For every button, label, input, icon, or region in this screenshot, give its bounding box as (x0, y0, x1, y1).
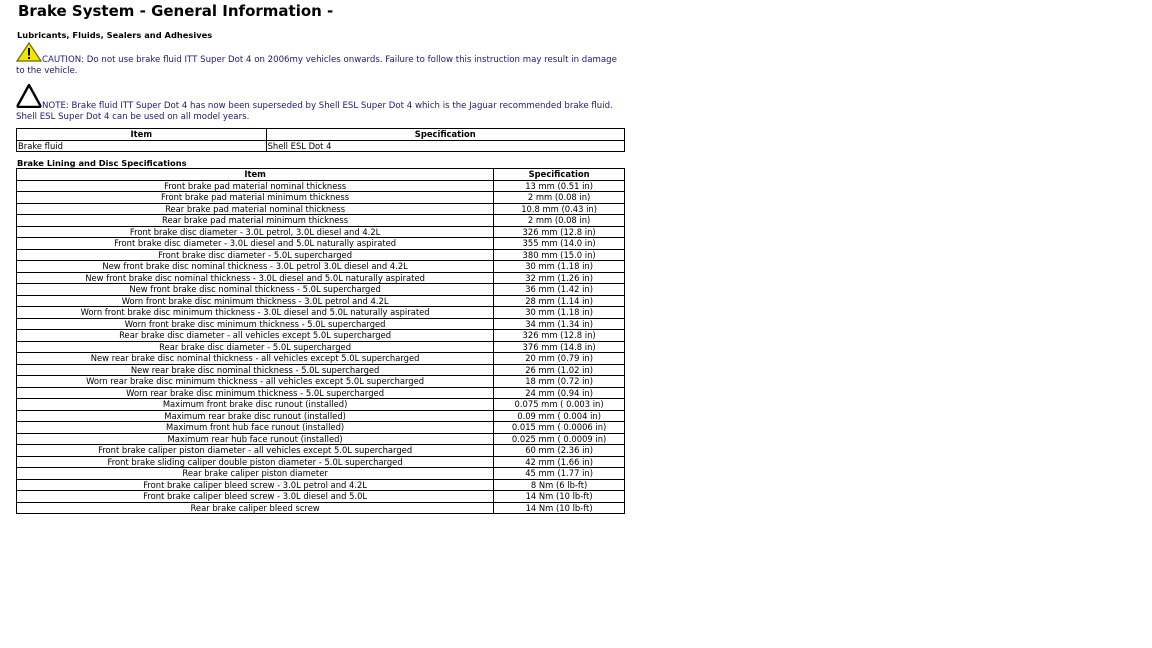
table-row (17, 399, 625, 411)
specification-cell: 34 mm (1.34 in) (494, 318, 625, 330)
table-row (17, 353, 625, 365)
item-cell: Maximum front hub face runout (installed) (17, 422, 494, 434)
note-triangle-icon (16, 83, 42, 112)
specification-cell: 376 mm (14.8 in) (494, 341, 625, 353)
item-cell: Front brake disc diameter - 3.0L diesel and 5.0L naturally aspirated (17, 238, 494, 250)
table-row (17, 318, 625, 330)
item-cell: Rear brake disc diameter - 5.0L supercharged (17, 341, 494, 353)
note-text: NOTE: Brake fluid ITT Super Dot 4 has now been superseded by Shell ESL Super Dot 4 which is the Jaguar recommended brake fluid. Shell ESL Super Dot 4 can be used on all model years. (16, 101, 613, 122)
table-row (17, 180, 625, 192)
item-cell: Rear brake pad material nominal thickness (17, 203, 494, 215)
caution-triangle-icon (16, 42, 42, 66)
item-cell: Rear brake caliper bleed screw (17, 502, 494, 514)
specification-cell: 2 mm (0.08 in) (494, 215, 625, 227)
item-cell: Front brake sliding caliper double piston diameter - 5.0L supercharged (17, 456, 494, 468)
table-row (17, 215, 625, 227)
item-cell: New rear brake disc nominal thickness - all vehicles except 5.0L supercharged (17, 353, 494, 365)
specification-cell: 42 mm (1.66 in) (494, 456, 625, 468)
specification-cell: 0.015 mm ( 0.0006 in) (494, 422, 625, 434)
specification-cell: 355 mm (14.0 in) (494, 238, 625, 250)
item-cell: Front brake pad material minimum thickness (17, 192, 494, 204)
specification-cell: 326 mm (12.8 in) (494, 226, 625, 238)
item-cell: Rear brake pad material minimum thickness (17, 215, 494, 227)
lining-section-heading: Brake Lining and Disc Specifications (17, 158, 187, 168)
specification-cell: 0.09 mm ( 0.004 in) (494, 410, 625, 422)
item-cell: Maximum front brake disc runout (installed) (17, 399, 494, 411)
item-cell: Brake fluid (17, 140, 267, 152)
table-row (17, 456, 625, 468)
table-row (17, 330, 625, 342)
table-row (17, 364, 625, 376)
item-cell: Rear brake disc diameter - all vehicles except 5.0L supercharged (17, 330, 494, 342)
table-row (17, 284, 625, 296)
item-cell: New rear brake disc nominal thickness - 5.0L supercharged (17, 364, 494, 376)
table-row (17, 502, 625, 514)
table-row (17, 410, 625, 422)
table-row (17, 479, 625, 491)
specification-cell: 380 mm (15.0 in) (494, 249, 625, 261)
item-cell: Maximum rear brake disc runout (installed) (17, 410, 494, 422)
item-cell: Worn front brake disc minimum thickness - 3.0L petrol and 4.2L (17, 295, 494, 307)
specification-column-header: Specification (266, 129, 624, 141)
table-row (17, 307, 625, 319)
specification-cell: 14 Nm (10 lb-ft) (494, 491, 625, 503)
table-row (17, 491, 625, 503)
item-cell: Front brake disc diameter - 5.0L supercharged (17, 249, 494, 261)
item-cell: Front brake caliper bleed screw - 3.0L petrol and 4.2L (17, 479, 494, 491)
item-cell: Worn rear brake disc minimum thickness - 5.0L supercharged (17, 387, 494, 399)
specification-cell: 26 mm (1.02 in) (494, 364, 625, 376)
table-row (17, 295, 625, 307)
specification-cell: 30 mm (1.18 in) (494, 307, 625, 319)
item-cell: Worn rear brake disc minimum thickness - all vehicles except 5.0L supercharged (17, 376, 494, 388)
table-row (17, 341, 625, 353)
specification-cell: 32 mm (1.26 in) (494, 272, 625, 284)
table-row (17, 445, 625, 457)
lining-disc-table (16, 168, 625, 514)
specification-cell: 20 mm (0.79 in) (494, 353, 625, 365)
item-cell: Front brake caliper piston diameter - all vehicles except 5.0L supercharged (17, 445, 494, 457)
specification-cell: 14 Nm (10 lb-ft) (494, 502, 625, 514)
specification-cell: Shell ESL Dot 4 (266, 140, 624, 152)
specification-cell: 8 Nm (6 lb-ft) (494, 479, 625, 491)
table-row (17, 192, 625, 204)
table-row (17, 387, 625, 399)
specification-cell: 36 mm (1.42 in) (494, 284, 625, 296)
specification-cell: 13 mm (0.51 in) (494, 180, 625, 192)
item-cell: New front brake disc nominal thickness - 5.0L supercharged (17, 284, 494, 296)
table-row (17, 140, 625, 152)
fluids-section-heading: Lubricants, Fluids, Sealers and Adhesives (17, 30, 213, 40)
item-cell: Worn front brake disc minimum thickness - 5.0L supercharged (17, 318, 494, 330)
specification-cell: 10.8 mm (0.43 in) (494, 203, 625, 215)
item-cell: Maximum rear hub face runout (installed) (17, 433, 494, 445)
specification-cell: 45 mm (1.77 in) (494, 468, 625, 480)
item-cell: Front brake caliper bleed screw - 3.0L diesel and 5.0L (17, 491, 494, 503)
table-row (17, 203, 625, 215)
specification-cell: 28 mm (1.14 in) (494, 295, 625, 307)
specification-cell: 2 mm (0.08 in) (494, 192, 625, 204)
specification-column-header: Specification (494, 169, 625, 181)
specification-cell: 0.075 mm ( 0.003 in) (494, 399, 625, 411)
item-cell: Front brake pad material nominal thickness (17, 180, 494, 192)
item-cell: Front brake disc diameter - 3.0L petrol, 3.0L diesel and 4.2L (17, 226, 494, 238)
table-row (17, 261, 625, 273)
table-header-row (17, 129, 625, 141)
item-cell: New front brake disc nominal thickness - 3.0L petrol 3.0L diesel and 4.2L (17, 261, 494, 273)
item-column-header: Item (17, 129, 267, 141)
table-row (17, 272, 625, 284)
caution-text: CAUTION: Do not use brake fluid ITT Super Dot 4 on 2006my vehicles onwards. Failure to follow this instruction may result in damage to the vehicle. (16, 55, 617, 76)
specification-cell: 0.025 mm ( 0.0009 in) (494, 433, 625, 445)
item-cell: Rear brake caliper piston diameter (17, 468, 494, 480)
specification-cell: 18 mm (0.72 in) (494, 376, 625, 388)
table-row (17, 249, 625, 261)
fluids-table (16, 128, 625, 152)
table-row (17, 226, 625, 238)
table-row (17, 422, 625, 434)
caution-notice (16, 42, 626, 77)
item-cell: Worn front brake disc minimum thickness - 3.0L diesel and 5.0L naturally aspirated (17, 307, 494, 319)
page-title: Brake System - General Information - (18, 2, 334, 20)
table-header-row (17, 169, 625, 181)
note-notice (16, 83, 626, 123)
item-column-header: Item (17, 169, 494, 181)
specification-cell: 326 mm (12.8 in) (494, 330, 625, 342)
table-row (17, 376, 625, 388)
specification-cell: 30 mm (1.18 in) (494, 261, 625, 273)
table-row (17, 238, 625, 250)
item-cell: New front brake disc nominal thickness - 3.0L diesel and 5.0L naturally aspirated (17, 272, 494, 284)
table-row (17, 468, 625, 480)
specification-cell: 24 mm (0.94 in) (494, 387, 625, 399)
specification-cell: 60 mm (2.36 in) (494, 445, 625, 457)
table-row (17, 433, 625, 445)
